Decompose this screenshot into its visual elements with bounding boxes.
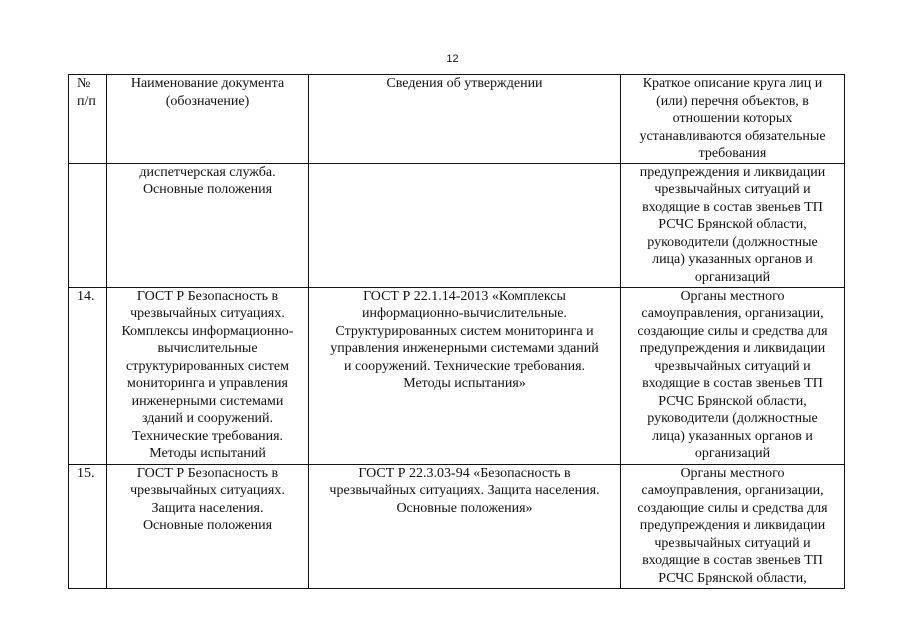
row-name-line: Защита населения. — [151, 500, 264, 516]
table-row — [69, 464, 845, 588]
row-name-line: диспетчерская служба. — [139, 164, 276, 180]
header-name-line: (обозначение) — [165, 93, 250, 109]
row-description-line: входящие в состав звеньев ТП — [642, 199, 823, 215]
row-description-line: чрезвычайных ситуаций и — [654, 182, 811, 197]
row-approval-line: Основные положения» — [396, 500, 533, 516]
row-name-line: ГОСТ Р Безопасность в — [136, 288, 279, 304]
header-description-line: устанавливаются обязательные — [639, 128, 826, 144]
row-description-line: РСЧС Брянской области, — [658, 393, 807, 409]
row-description — [621, 163, 845, 287]
row-name-line: инженерными системами — [131, 393, 284, 409]
page-number: 12 — [446, 53, 459, 65]
row-description-line: чрезвычайных ситуаций и — [654, 535, 811, 551]
header-name — [107, 75, 309, 164]
row-name-line: Методы испытаний — [149, 446, 266, 461]
row-num — [69, 163, 107, 287]
row-description-line: входящие в состав звеньев ТП — [642, 376, 823, 391]
row-description-line: чрезвычайных ситуаций и — [654, 358, 811, 374]
row-approval-line: чрезвычайных ситуациях. Защита населения. — [329, 483, 600, 498]
row-approval-line: информационно-вычислительные. — [361, 306, 567, 321]
header-description-line: Краткое описание круга лиц и — [642, 76, 823, 91]
row-name-line: Комплексы информационно- — [121, 323, 294, 339]
row-name-line: чрезвычайных ситуациях. — [130, 306, 285, 321]
header-num-line: № — [77, 76, 91, 91]
row-description-line: создающие силы и средства для — [637, 500, 828, 516]
header-description — [621, 75, 845, 164]
row-description-line: самоуправления, организации, — [641, 306, 824, 321]
row-name-line: ГОСТ Р Безопасность в — [136, 465, 279, 481]
row-name-line: вычислительные — [157, 341, 258, 356]
row-description-line: создающие силы и средства для — [637, 323, 828, 339]
header-description-line: (или) перечня объектов, в — [656, 93, 809, 109]
row-name-line: мониторинга и управления — [127, 376, 288, 391]
header-description-line: требования — [698, 146, 767, 161]
row-description-line: входящие в состав звеньев ТП — [642, 553, 823, 568]
row-description-line: организаций — [694, 446, 771, 461]
row-description-line: предупреждения и ликвидации — [639, 341, 826, 356]
row-description-line: лица) указанных органов и — [652, 428, 813, 444]
row-approval-line: и сооружений. Технические требования. — [343, 358, 586, 374]
header-approval — [309, 75, 621, 164]
row-name-line: чрезвычайных ситуациях. — [130, 483, 285, 498]
row-description-line: руководители (должностные — [647, 411, 818, 426]
row-description-line: руководители (должностные — [647, 234, 818, 250]
table-header-row — [69, 75, 845, 164]
row-approval-line: Структурированных систем мониторинга и — [335, 323, 594, 339]
row-approval — [309, 464, 621, 588]
row-approval-line: ГОСТ Р 22.3.03-94 «Безопасность в — [358, 465, 571, 481]
row-description-line: Органы местного — [680, 288, 785, 304]
row-approval — [309, 163, 621, 287]
row-description — [621, 287, 845, 464]
row-num: 14. — [69, 287, 107, 464]
row-description-line: предупреждения и ликвидации — [639, 518, 826, 533]
row-description-line: РСЧС Брянской области, — [658, 570, 807, 586]
row-approval-line: ГОСТ Р 22.1.14-2013 «Комплексы — [363, 288, 566, 304]
header-description-line: отношении которых — [672, 111, 793, 126]
row-description-line: предупреждения и ликвидации — [639, 164, 826, 180]
row-name-line: Основные положения — [142, 518, 273, 533]
header-name-line: Наименование документа — [130, 76, 285, 91]
table-row — [69, 287, 845, 464]
row-description-line: РСЧС Брянской области, — [658, 217, 807, 232]
row-name — [107, 287, 309, 464]
header-num — [69, 75, 107, 164]
row-name-line: Основные положения — [142, 182, 273, 197]
row-description-line: Органы местного — [680, 465, 785, 481]
table-row — [69, 163, 845, 287]
header-approval-line: Сведения об утверждении — [386, 76, 543, 91]
row-name-line: зданий и сооружений. — [141, 411, 274, 426]
header-num-line: п/п — [77, 93, 96, 109]
requirements-table — [68, 74, 845, 589]
row-approval-line: управления инженерными системами зданий — [330, 341, 599, 356]
row-name-line: Технические требования. — [131, 428, 284, 444]
row-description — [621, 464, 845, 588]
row-name — [107, 464, 309, 588]
row-description-line: самоуправления, организации, — [641, 483, 824, 498]
row-name-line: структурированных систем — [125, 358, 289, 374]
row-num: 15. — [69, 464, 107, 588]
row-description-line: лица) указанных органов и — [652, 252, 813, 267]
row-approval — [309, 287, 621, 464]
row-approval-line: Методы испытания» — [403, 376, 526, 391]
row-name — [107, 163, 309, 287]
row-description-line: организаций — [694, 269, 771, 285]
